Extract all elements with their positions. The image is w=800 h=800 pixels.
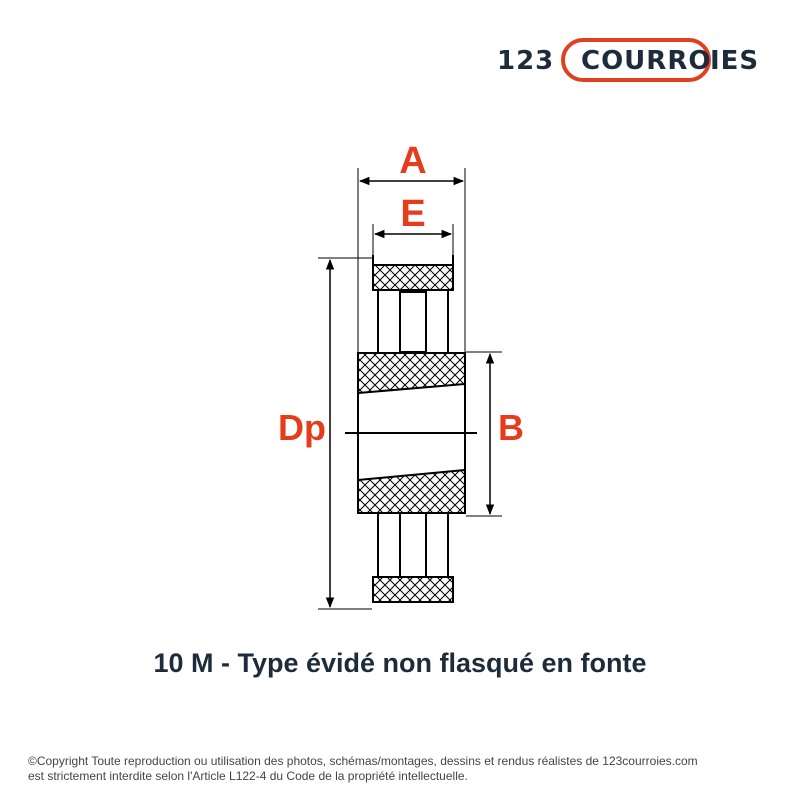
bottom-rim-section: [373, 577, 453, 602]
logo-suffix: IES: [710, 46, 760, 76]
copyright-line-1: ©Copyright Toute reproduction ou utilisation des photos, schémas/montages, dessins et rendus réalistes de 123courroies.com: [28, 754, 698, 768]
label-a: A: [399, 140, 427, 182]
label-e: E: [400, 193, 426, 235]
pulley-outline: [358, 255, 465, 577]
copyright-notice: [28, 754, 788, 784]
product-title: 10 M - Type évidé non flasqué en fonte: [153, 648, 647, 678]
logo-middle: COURRO: [581, 46, 712, 76]
label-b: B: [498, 407, 524, 448]
label-dp: Dp: [278, 407, 326, 448]
copyright-line-2: est strictement interdite selon l'Article L122-4 du Code de la propriété intellectuelle.: [28, 769, 468, 783]
logo-prefix: 123: [497, 46, 555, 76]
lower-hub-section: [358, 470, 465, 513]
upper-hub-section: [358, 353, 465, 393]
top-rim-section: [373, 265, 453, 290]
